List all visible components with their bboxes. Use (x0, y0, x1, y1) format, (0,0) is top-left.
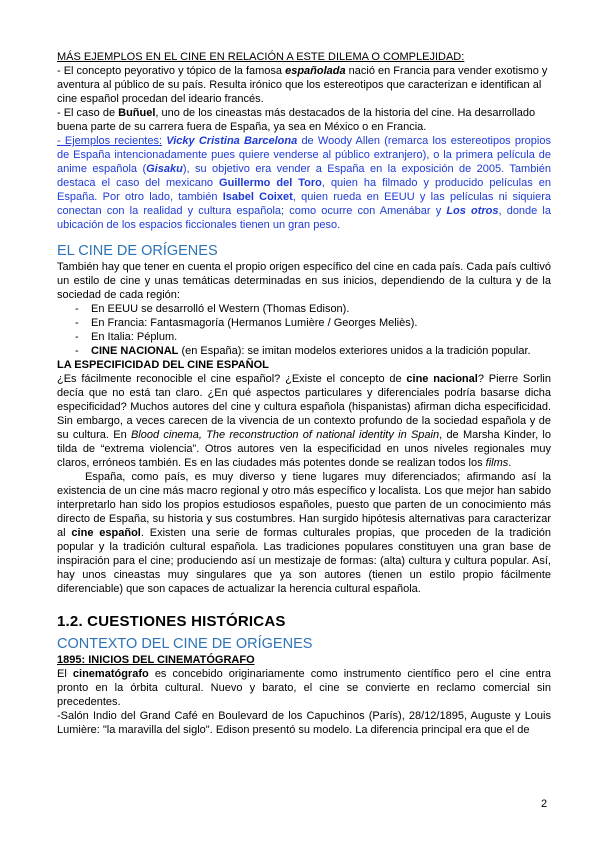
origenes-paragraph: También hay que tener en cuenta el propio origen específico del cine en cada país. Cada país cultivó un estilo de cine y unas temáticas determinadas en sus inicios, dependiendo de la cultura y de la sociedad de cada región: (57, 261, 551, 301)
intro-paragraph-examples (57, 134, 551, 232)
title-los-otros: Los otros (446, 205, 499, 217)
origenes-list (57, 302, 551, 358)
text-run: - El concepto peyorativo y tópico de la famosa (57, 65, 286, 77)
text-run: España, como país, es muy diverso y tiene lugares muy diferenciados; afirmando así la existencia de un cine más macro regional y otro más específico y localista. Los que mejor han sabido interpretarlo han sido los propios estudiosos españoles, puesto que parten de un conocimiento más directo de España, su historia y sus costumbres. Han surgido hipótesis alternativas para caracterizar al (57, 471, 551, 539)
term-cinematografo: cinematógrafo (72, 668, 149, 680)
section-heading-origenes: EL CINE DE ORÍGENES (57, 243, 218, 259)
list-item (75, 330, 551, 344)
name-bunuel: Buñuel (118, 107, 156, 119)
text-run: . Existen una serie de formas culturales propias, que proceden de la tradición popular y la tradición cultural española. Las tradiciones populares constituyen una gran base de inspiración para el cine; produciendo así un mestizaje de formas: (alta) cultura y cultura popular. Así, hay unos cineastas muy singulares que ya son autores (tienen un estilo propio fácilmente diferenciable) que son capaces de actualizar la herencia cultural española. (57, 527, 552, 595)
intro-heading: MÁS EJEMPLOS EN EL CINE EN RELACIÓN A ESTE DILEMA O COMPLEJIDAD: (57, 51, 465, 63)
title-gisaku: Gisaku (146, 163, 183, 175)
text-run: , quien rueda en EEUU y las películas ni siquiera conectan con la realidad y cultura española; como ocurre con Amenábar y (57, 191, 552, 217)
text-run: nació en Francia para vender exotismo y aventura al público de su país. Resulta irónico que los estereotipos que caracterizan e identifican al cine español procedan del ideario francés. (57, 65, 548, 105)
section-heading-cuestiones: 1.2. CUESTIONES HISTÓRICAS (57, 613, 286, 630)
intro-paragraph-espanolada (57, 64, 551, 106)
text-run: El (57, 668, 73, 680)
text-run: ? Pierre Sorlin decía que no está tan claro. ¿En qué aspectos particulares y diferenciales podría basarse dicha especificidad? Muchos autores del cine y cultura española (hispanistas) afirman dicha especificidad. Sin embargo, a veces carecen de la vivencia de un contexto profundo de la sociedad española y de su cultura. En (57, 373, 551, 441)
term-films: films (485, 457, 509, 469)
especificidad-paragraph-2 (57, 470, 551, 596)
title-blood-cinema: Blood cinema, The reconstruction of national identity in Spain (130, 429, 440, 441)
term-cine-nacional: cine nacional (406, 373, 478, 385)
text-run: En Francia: Fantasmagoría (Hermanos Lumière / Georges Meliès). (91, 317, 418, 329)
text-run: . (508, 457, 512, 469)
subsection-heading-contexto: CONTEXTO DEL CINE DE ORÍGENES (57, 636, 313, 652)
term-espanolada: españolada (285, 65, 346, 77)
name-del-toro: Guillermo del Toro (219, 177, 322, 189)
text-run: ), su objetivo era vender a España en la exposición de 2005. También destaca el caso del mexicano (57, 163, 552, 189)
document-page (57, 50, 551, 737)
list-item (75, 302, 551, 316)
term-cine-nacional: CINE NACIONAL (91, 345, 179, 357)
text-run: es concebido originariamente como instrumento científico pero el cine entra pronto en la órbita cultural. Nuevo y barato, el cine se convierte en reclamo comercial sin precedentes. (57, 668, 551, 708)
especificidad-heading: LA ESPECIFICIDAD DEL CINE ESPAÑOL (57, 359, 269, 371)
year-heading-1895: 1895: INICIOS DEL CINEMATÓGRAFO (57, 654, 255, 666)
title-vicky-cristina: Vicky Cristina Barcelona (166, 135, 298, 147)
examples-label: - Ejemplos recientes: (57, 135, 163, 147)
text-run: , donde la ubicación de los espacios ficcionales tienen un gran peso. (57, 205, 551, 231)
cuestiones-paragraph-2: -Salón Indio del Grand Café en Boulevard de los Capuchinos (París), 28/12/1895, Auguste y Louis Lumière: "la maravilla del siglo". Edison presentó su modelo. La diferencia principal era que el de (57, 710, 551, 736)
page-number: 2 (541, 798, 548, 810)
cuestiones-paragraph-1 (57, 667, 551, 709)
intro-paragraph-bunuel (57, 106, 551, 134)
text-run: ¿Es fácilmente reconocible el cine español? ¿Existe el concepto de (57, 373, 407, 385)
text-run: , uno de los cineastas más destacados de la historia del cine. Ha desarrollado buena parte de su carrera fuera de España, ya sea en México o en Francia. (57, 107, 536, 133)
text-run: , quien ha filmado y producido películas en España. Por otro lado, también (57, 177, 551, 203)
text-run: En EEUU se desarrolló el Western (Thomas Edison). (91, 303, 350, 315)
text-run: En Italia: Péplum. (91, 331, 178, 343)
especificidad-paragraph-1 (57, 372, 551, 470)
name-coixet: Isabel Coixet (222, 191, 293, 203)
text-run: (en España): se imitan modelos exteriores unidos a la tradición popular. (178, 345, 531, 357)
list-item (75, 344, 551, 358)
term-cine-espanol: cine español (71, 527, 141, 539)
text-run: de Woody Allen (remarca los estereotipos propios de España intencionadamente pues quiere venderse al público extranjero), o la primera película de anime española ( (57, 135, 551, 175)
text-run: - El caso de (57, 107, 119, 119)
text-run: , de Marsha Kinder, lo tilda de “extrema violencia”. Otros autores ven la especificidad en unos niveles regionales muy claros, erróneos también. Es en las ciudades más potentes donde se realizan todos los (57, 429, 551, 469)
list-item (75, 316, 551, 330)
